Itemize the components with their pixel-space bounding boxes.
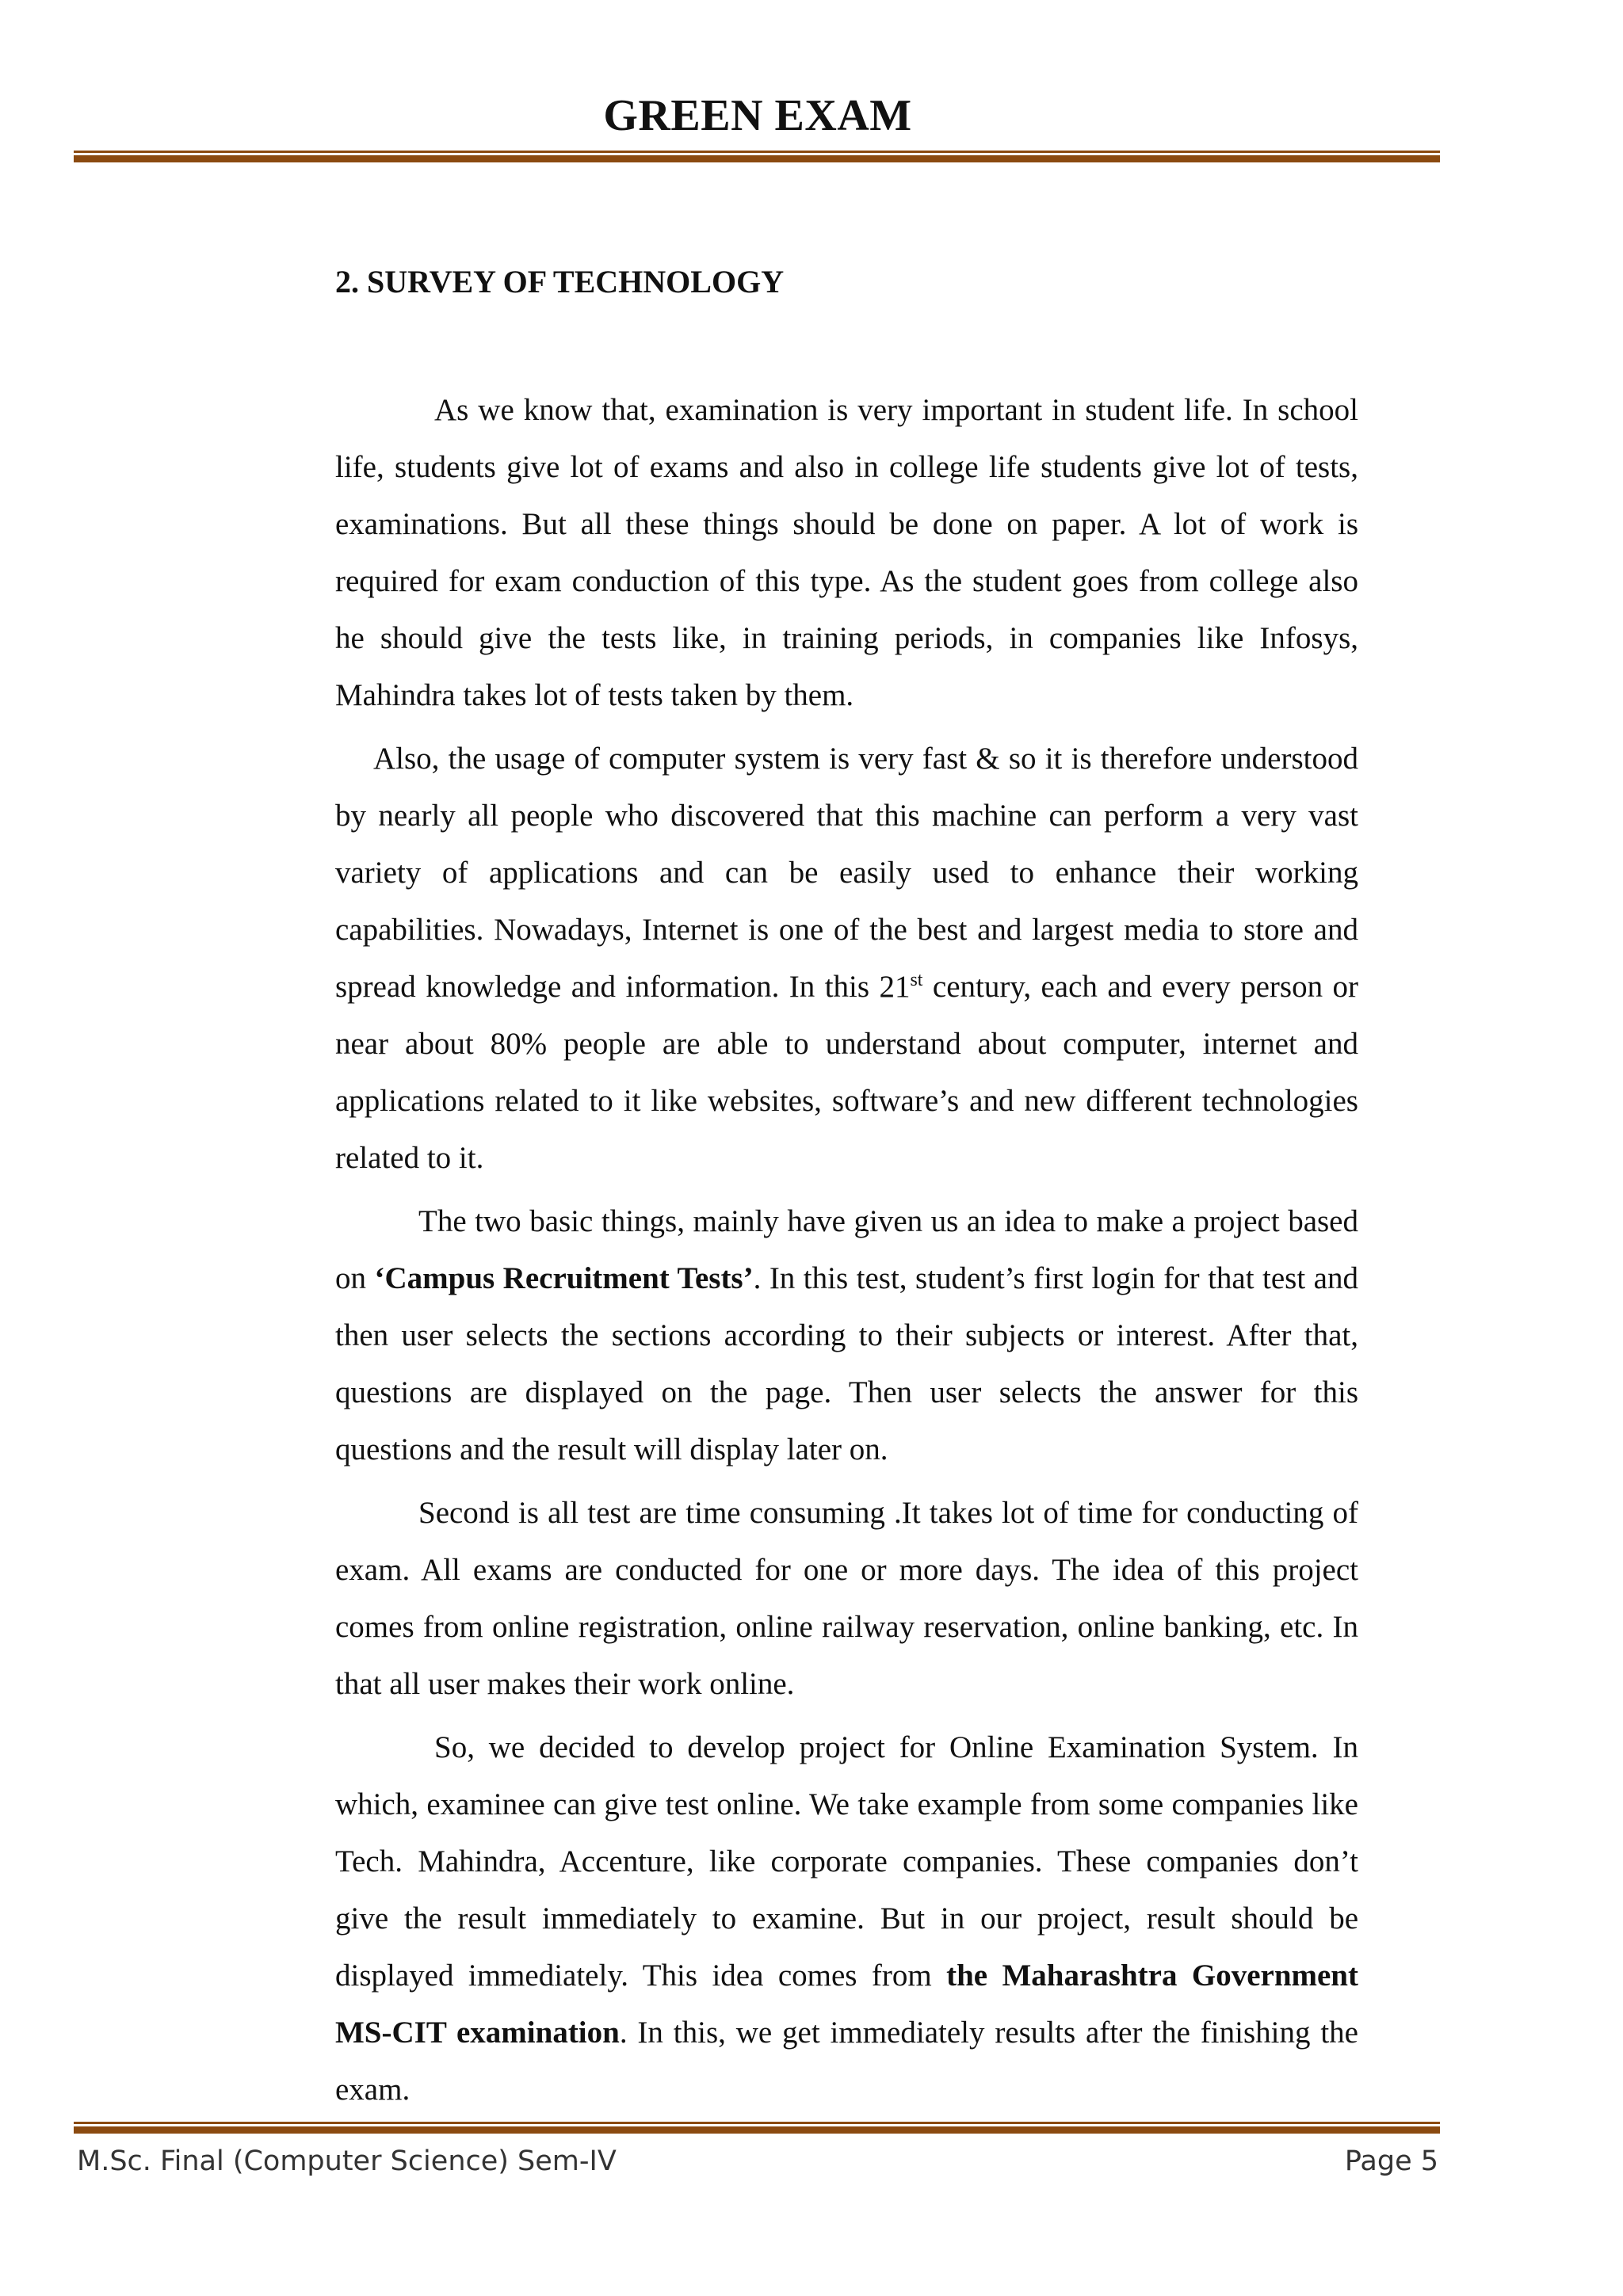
footer-divider <box>74 2122 1440 2134</box>
paragraph-5-bold-phrase: the Maharashtra Government MS-CIT examination <box>335 1958 1358 2050</box>
header-divider <box>74 151 1440 162</box>
paragraph-2 <box>335 730 1358 1187</box>
footer-divider-thin-line <box>74 2122 1440 2124</box>
body-text <box>335 382 1358 2125</box>
paragraph-3-text-end: . In this test, student’s first login for that test and then user selects the sections according to their subjects or interest. After that, questions are displayed on the page. Then user selects the answer for this questions and the result will display later on. <box>335 1261 1358 1466</box>
header-divider-thick-line <box>74 155 1440 162</box>
paragraph-5 <box>335 1719 1358 2119</box>
paragraph-5-text-start: So, we decided to develop project for Online Examination System. In which, examinee can give test online. We take example from some companies like Tech. Mahindra, Accenture, like corporate companies. These companies don’t give the result immediately to examine. But in our project, result should be displayed immediately. This idea comes from <box>335 1730 1358 1993</box>
footer-divider-thick-line <box>74 2126 1440 2134</box>
footer-course-label: M.Sc. Final (Computer Science) Sem-IV <box>77 2145 617 2177</box>
paragraph-4: Second is all test are time consuming .It takes lot of time for conducting of exam. All exams are conducted for one or more days. The idea of this project comes from online registration, online railway reservation, online banking, etc. In that all user makes their work online. <box>335 1496 1358 1701</box>
ordinal-superscript: st <box>910 970 923 990</box>
paragraph-1: As we know that, examination is very important in student life. In school life, students give lot of exams and also in college life students give lot of tests, examinations. But all these things should be done on paper. A lot of work is required for exam conduction of this type. As the student goes from college also he should give the tests like, in training periods, in companies like Infosys, Mahindra takes lot of tests taken by them. <box>335 393 1358 712</box>
paragraph-2-text-end: century, each and every person or near about 80% people are able to understand about computer, internet and applications related to it like websites, software’s and new different technologies related to it. <box>335 970 1358 1175</box>
page-header-title: GREEN EXAM <box>603 91 912 140</box>
paragraph-3-text-start: The two basic things, mainly have given us an idea to make a project based on <box>335 1204 1358 1295</box>
header-divider-thin-line <box>74 151 1440 153</box>
paragraph-3 <box>335 1193 1358 1478</box>
footer-page-number: Page 5 <box>1344 2145 1438 2177</box>
paragraph-3-bold-phrase: ‘Campus Recruitment Tests’ <box>374 1261 754 1295</box>
section-heading: 2. SURVEY OF TECHNOLOGY <box>335 264 785 299</box>
paragraph-2-text-start: Also, the usage of computer system is very fast & so it is therefore understood by nearly all people who discovered that this machine can perform a very vast variety of applications and can be easily used to enhance their working capabilities. Nowadays, Internet is one of the best and largest media to store and spread knowledge and information. In this 21 <box>335 742 1358 1004</box>
paragraph-5-text-end: . In this, we get immediately results after the finishing the exam. <box>335 2016 1358 2107</box>
